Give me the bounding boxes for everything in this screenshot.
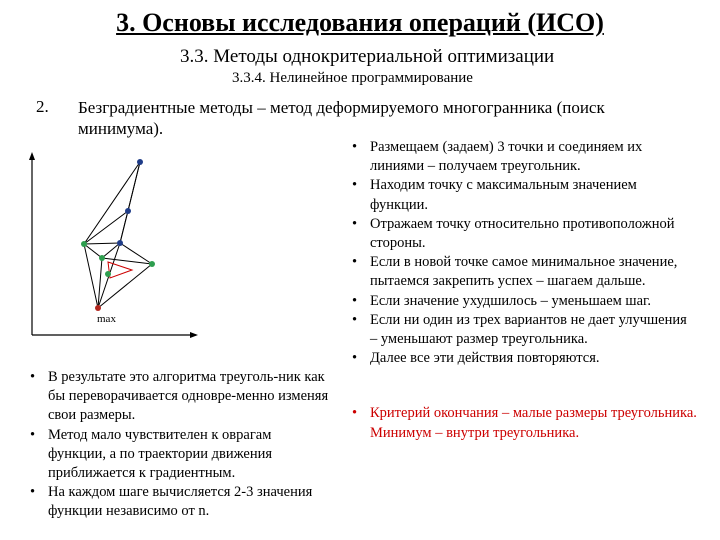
right-bullet: • Если в новой точке самое минимальное значение, пытаемся закрепить успех – шагаем дальше.: [352, 253, 697, 291]
section-heading: 3.3.4. Нелинейное программирование: [232, 70, 473, 86]
left-bullet: • В результате это алгоритма треуголь-ник как бы переворачивается одновре-менно изменяя свои размеры.: [30, 368, 330, 426]
item-text: Безградиентные методы – метод деформируемого многогранника (поиск минимума).: [78, 98, 605, 138]
simplex-edges: [84, 162, 152, 308]
max-label: max: [97, 313, 116, 325]
slide-subtitle: 3.3. Методы однокритериальной оптимизации: [180, 46, 555, 67]
item-number: 2.: [36, 97, 49, 116]
point-blue: [137, 159, 143, 165]
right-bullet: • Далее все эти действия повторяются.: [352, 349, 697, 368]
point-red: [95, 305, 101, 311]
left-bullet: • Метод мало чувствителен к оврагам функции, а по траектории движения приближается к градиентным.: [30, 426, 330, 484]
point-green: [99, 255, 105, 261]
right-bullet-criterion: • Критерий окончания – малые размеры треугольника. Минимум – внутри треугольника.: [352, 404, 697, 442]
right-bullet: • Находим точку с максимальным значением функции.: [352, 176, 697, 214]
right-bullet: • Размещаем (задаем) 3 точки и соединяем их линиями – получаем треугольник.: [352, 138, 697, 176]
slide-title: 3. Основы исследования операций (ИСО): [116, 8, 604, 37]
simplex-diagram: [20, 150, 200, 350]
right-bullet: • Если ни один из трех вариантов не дает улучшения – уменьшают размер треугольника.: [352, 311, 697, 349]
left-bullet-list: [30, 368, 330, 522]
simplex-points: [81, 159, 155, 311]
point-blue: [125, 208, 131, 214]
point-green: [105, 271, 111, 277]
diagram-axes: [29, 152, 198, 338]
point-blue: [117, 240, 123, 246]
inner-triangle: [108, 262, 132, 278]
left-bullet: • На каждом шаге вычисляется 2-3 значения функции независимо от n.: [30, 483, 330, 521]
right-bullet: • Если значение ухудшилось – уменьшаем шаг.: [352, 292, 697, 311]
right-bullet-list: [352, 138, 697, 443]
right-bullet: • Отражаем точку относительно противоположной стороны.: [352, 215, 697, 253]
point-green: [149, 261, 155, 267]
point-green: [81, 241, 87, 247]
